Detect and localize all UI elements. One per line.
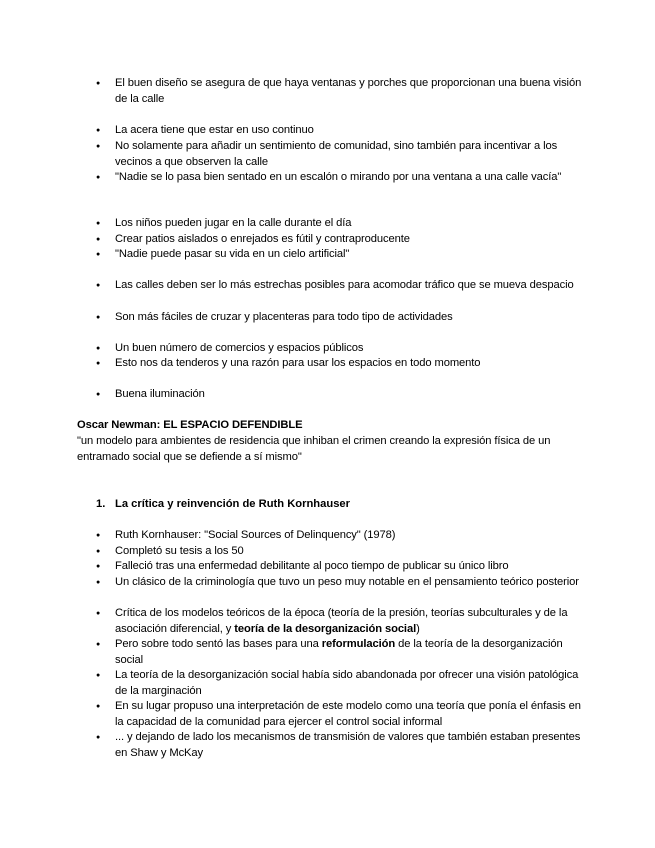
list-item: ● Las calles deben ser lo más estrechas posibles para acomodar tráfico que se mueva despacio bbox=[96, 278, 586, 294]
list-item: ● Un clásico de la criminología que tuvo un peso muy notable en el pensamiento teórico posterior bbox=[96, 575, 586, 591]
list-item: ● Ruth Kornhauser: "Social Sources of Delinquency" (1978) bbox=[96, 528, 586, 544]
list-item: ● Falleció tras una enfermedad debilitante al poco tiempo de publicar su único libro bbox=[96, 559, 586, 575]
list-item: ● Un buen número de comercios y espacios públicos bbox=[96, 341, 586, 357]
newman-quote: "un modelo para ambientes de residencia que inhiban el crimen creando la expresión física de un entramado social que se defiende a sí mismo" bbox=[77, 435, 551, 463]
heading-number: 1. bbox=[96, 498, 106, 510]
list-item: ● Crítica de los modelos teóricos de la época (teoría de la presión, teorías subculturales y de la asociación diferencial, y teoría de la desorganización social) bbox=[96, 606, 586, 637]
list-item: ● Son más fáciles de cruzar y placenteras para todo tipo de actividades bbox=[96, 310, 586, 326]
list-item: ● La acera tiene que estar en uso continuo bbox=[96, 123, 586, 139]
list-item: ● Completó su tesis a los 50 bbox=[96, 544, 586, 560]
section-heading-newman: Oscar Newman: EL ESPACIO DEFENDIBLE bbox=[77, 419, 303, 431]
list-item: ● Crear patios aislados o enrejados es fútil y contraproducente bbox=[96, 232, 586, 248]
emphasis: reformulación bbox=[321, 638, 396, 650]
list-item: ● Buena iluminación bbox=[96, 387, 586, 403]
list-item: ● "Nadie puede pasar su vida en un cielo artificial" bbox=[96, 247, 586, 263]
list-item: ● Esto nos da tenderos y una razón para usar los espacios en todo momento bbox=[96, 356, 586, 372]
emphasis: teoría de la desorganización social bbox=[234, 622, 417, 635]
list-item: ● No solamente para añadir un sentimiento de comunidad, sino también para incentivar a los vecinos a que observen la calle bbox=[96, 139, 586, 170]
list-item: ● Los niños pueden jugar en la calle durante el día bbox=[96, 216, 586, 232]
heading-title: La crítica y reinvención de Ruth Kornhauser bbox=[115, 498, 350, 510]
list-item: ● La teoría de la desorganización social había sido abandonada por ofrecer una visión patológica de la marginación bbox=[96, 668, 586, 699]
list-item: ● En su lugar propuso una interpretación de este modelo como una teoría que ponía el énfasis en la capacidad de la comunidad para ejercer el control social informal bbox=[96, 699, 586, 730]
list-item: ● El buen diseño se asegura de que haya ventanas y porches que proporcionan una buena visión de la calle bbox=[96, 76, 586, 107]
numbered-heading bbox=[96, 497, 350, 513]
list-item: ● Pero sobre todo sentó las bases para una reformulación de la teoría de la desorganización social bbox=[96, 637, 586, 668]
list-item: ● "Nadie se lo pasa bien sentado en un escalón o mirando por una ventana a una calle vacía" bbox=[96, 170, 586, 186]
list-item: ● ... y dejando de lado los mecanismos de transmisión de valores que también estaban presentes en Shaw y McKay bbox=[96, 730, 586, 761]
